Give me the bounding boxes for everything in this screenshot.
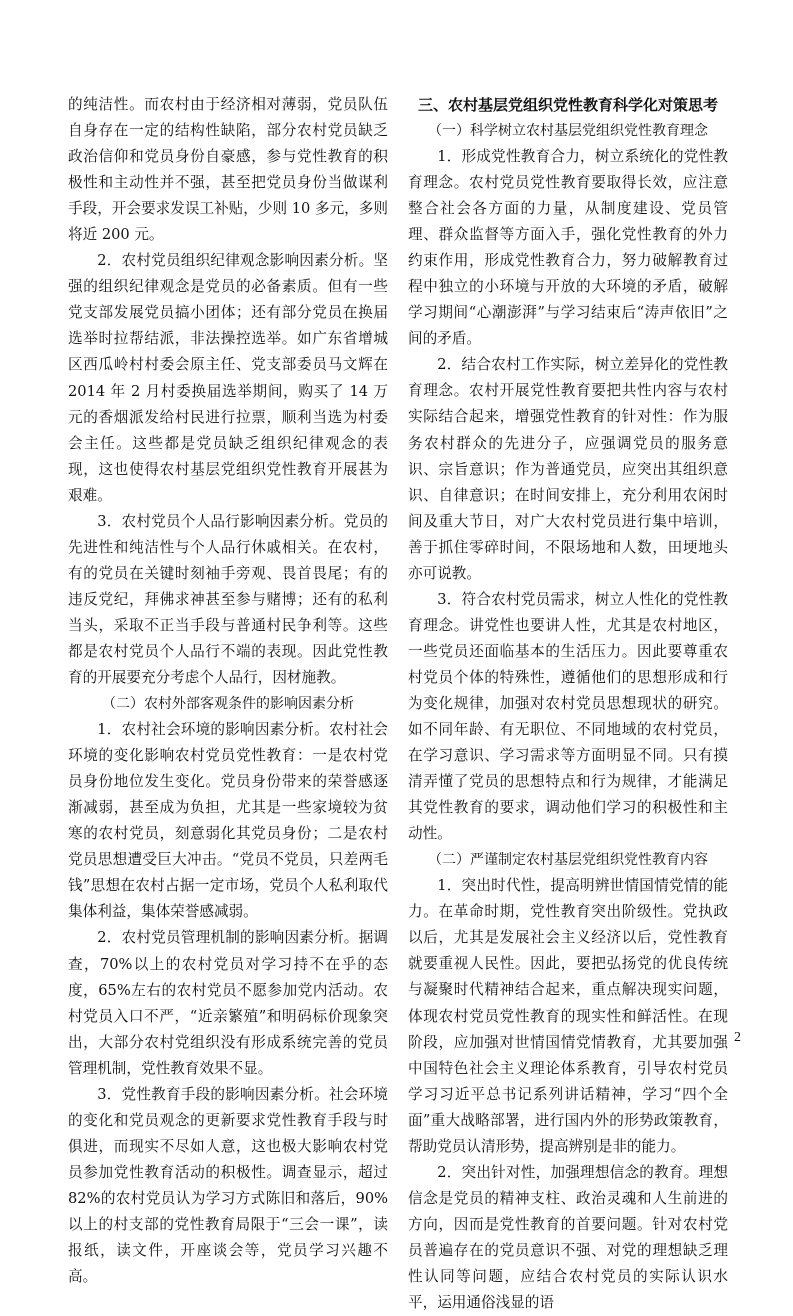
paragraph: 2．结合农村工作实际，树立差异化的党性教育理念。农村开展党性教育要把共性内容与农村实际结合起来，增强党性教育的针对性：作为服务农村群众的先进分子，应强调党员的服务意识、宗旨意识；作为普通党员，应突出其组织意识、自律意识；在时间安排上，充分利用农闲时间及重大节日，对广大农村党员进行集中培训，善于抓住零碎时间，不限场地和人数，田埂地头亦可说教。 [408,356,728,582]
paragraph: 3．农村党员个人品行影响因素分析。党员的先进性和纯洁性与个人品行休戚相关。在农村，有的党员在关键时刻袖手旁观、畏首畏尾；有的违反党纪，拜佛求神甚至参与赌博；还有的私利当头，采取不正当手段与普通村民争利等。这些都是农村党员个人品行不端的表现。因此党性教育的开展要充分考虑个人品行，因材施教。 [68,512,388,687]
left-column [68,92,388,1290]
paragraph: 的纯洁性。而农村由于经济相对薄弱，党员队伍自身存在一定的结构性缺陷，部分农村党员缺乏政治信仰和党员身份自豪感，参与党性教育的积极性和主动性并不强，甚至把党员身份当做谋利手段，开会要求发误工补贴，少则 10 多元，多则将近 200 元。 [68,96,388,244]
paragraph: 3．符合农村党员需求，树立人性化的党性教育理念。讲党性也要讲人性，尤其是农村地区，一些党员还面临基本的生活压力。因此要尊重农村党员个体的特殊性，遵循他们的思想形成和行为变化规律，加强对农村党员思想现状的研究。如不同年龄、有无职位、不同地域的农村党员，在学习意识、学习需求等方面明显不同。只有摸清弄懂了党员的思想特点和行为规律，才能满足其党性教育的要求，调动他们学习的积极性和主动性。 [408,590,728,843]
paragraph: 2．突出针对性，加强理想信念的教育。理想信念是党员的精神支柱、政治灵魂和人生前进的方向，因而是党性教育的首要问题。针对农村党员普遍存在的党员意识不强、对党的理想缺乏理性认同等问题，应结合农村党员的实际认识水平，运用通俗浅显的语 [408,1163,728,1312]
subsection-heading: （一）科学树立农村基层党组织党性教育理念 [428,123,708,139]
paragraph: 2．农村党员组织纪律观念影响因素分析。坚强的组织纪律观念是党员的必备素质。但有一些党支部发展党员搞小团体；还有部分党员在换届选举时拉帮结派，非法操控选举。如广东省增城区西瓜岭村村委会原主任、党支部委员马文辉在 2014 年 2 月村委换届选举期间，购买了 14 万元的香烟派发给村民进行拉票，顺利当选为村委会主任。这些都是党员缺乏组织纪律观念的表现，这也使得农村基层党组织党性教育开展甚为艰难。 [68,252,388,504]
paragraph: 3．党性教育手段的影响因素分析。社会环境的变化和党员观念的更新要求党性教育手段与时俱进，而现实不尽如人意，这也极大影响农村党员参加党性教育活动的积极性。调查显示，超过 82%的农村党员认为学习方式陈旧和落后，90%以上的村支部的党性教育局限于“三会一课”，读报纸，读文件，开座谈会等，党员学习兴趣不高。 [68,1085,388,1286]
section-heading: 三、农村基层党组织党性教育科学化对策思考 [417,96,718,114]
paragraph: 1．突出时代性，提高明辨世情国情党情的能力。在革命时期，党性教育突出阶级性。党执政以后，尤其是发展社会主义经济以后，党性教育就要重视人民性。因此，要把弘扬党的优良传统与凝聚时代精神结合起来，重点解决现实问题，体现农村党员党性教育的现实性和鲜活性。在现阶段，应加强对世情国情党情教育，尤其要加强中国特色社会主义理论体系教育，引导农村党员学习习近平总书记系列讲话精神，学习“四个全面”重大战略部署，进行国内外的形势政策教育，帮助党员认清形势，提高辨别是非的能力。 [408,877,728,1155]
paragraph: 1．农村社会环境的影响因素分析。农村社会环境的变化影响农村党员党性教育：一是农村党员身份地位发生变化。党员身份带来的荣誉感逐渐减弱，甚至成为负担，尤其是一些家境较为贫寒的农村党员，刻意弱化其党员身份；二是农村党员思想遭受巨大冲击。“党员不党员，只差两毛钱”思想在农村占据一定市场，党员个人私利取代集体利益，集体荣誉感减弱。 [68,721,388,921]
subsection-heading: （二）农村外部客观条件的影响因素分析 [102,696,354,713]
subsection-heading: （二）严谨制定农村基层党组织党性教育内容 [428,852,708,869]
paragraph: 1．形成党性教育合力，树立系统化的党性教育理念。农村党员党性教育要取得长效，应注意整合社会各方面的力量，从制度建设、党员管理、群众监督等方面入手，强化党性教育的外力约束作用，形成党性教育合力，努力破解教育过程中独立的小环境与开放的大环境的矛盾，破解学习期间“心潮澎湃”与学习结束后“涛声依旧”之间的矛盾。 [408,148,728,348]
paragraph: 2．农村党员管理机制的影响因素分析。据调查，70%以上的农村党员对学习持不在乎的态度，65%左右的农村党员不愿参加党内活动。农村党员入口不严，“近亲繁殖”和明码标价现象突出，大部分农村党组织没有形成系统完善的党员管理机制，党性教育效果不显。 [68,929,388,1077]
right-column [408,92,728,1316]
page-number: 2 [734,1030,741,1045]
